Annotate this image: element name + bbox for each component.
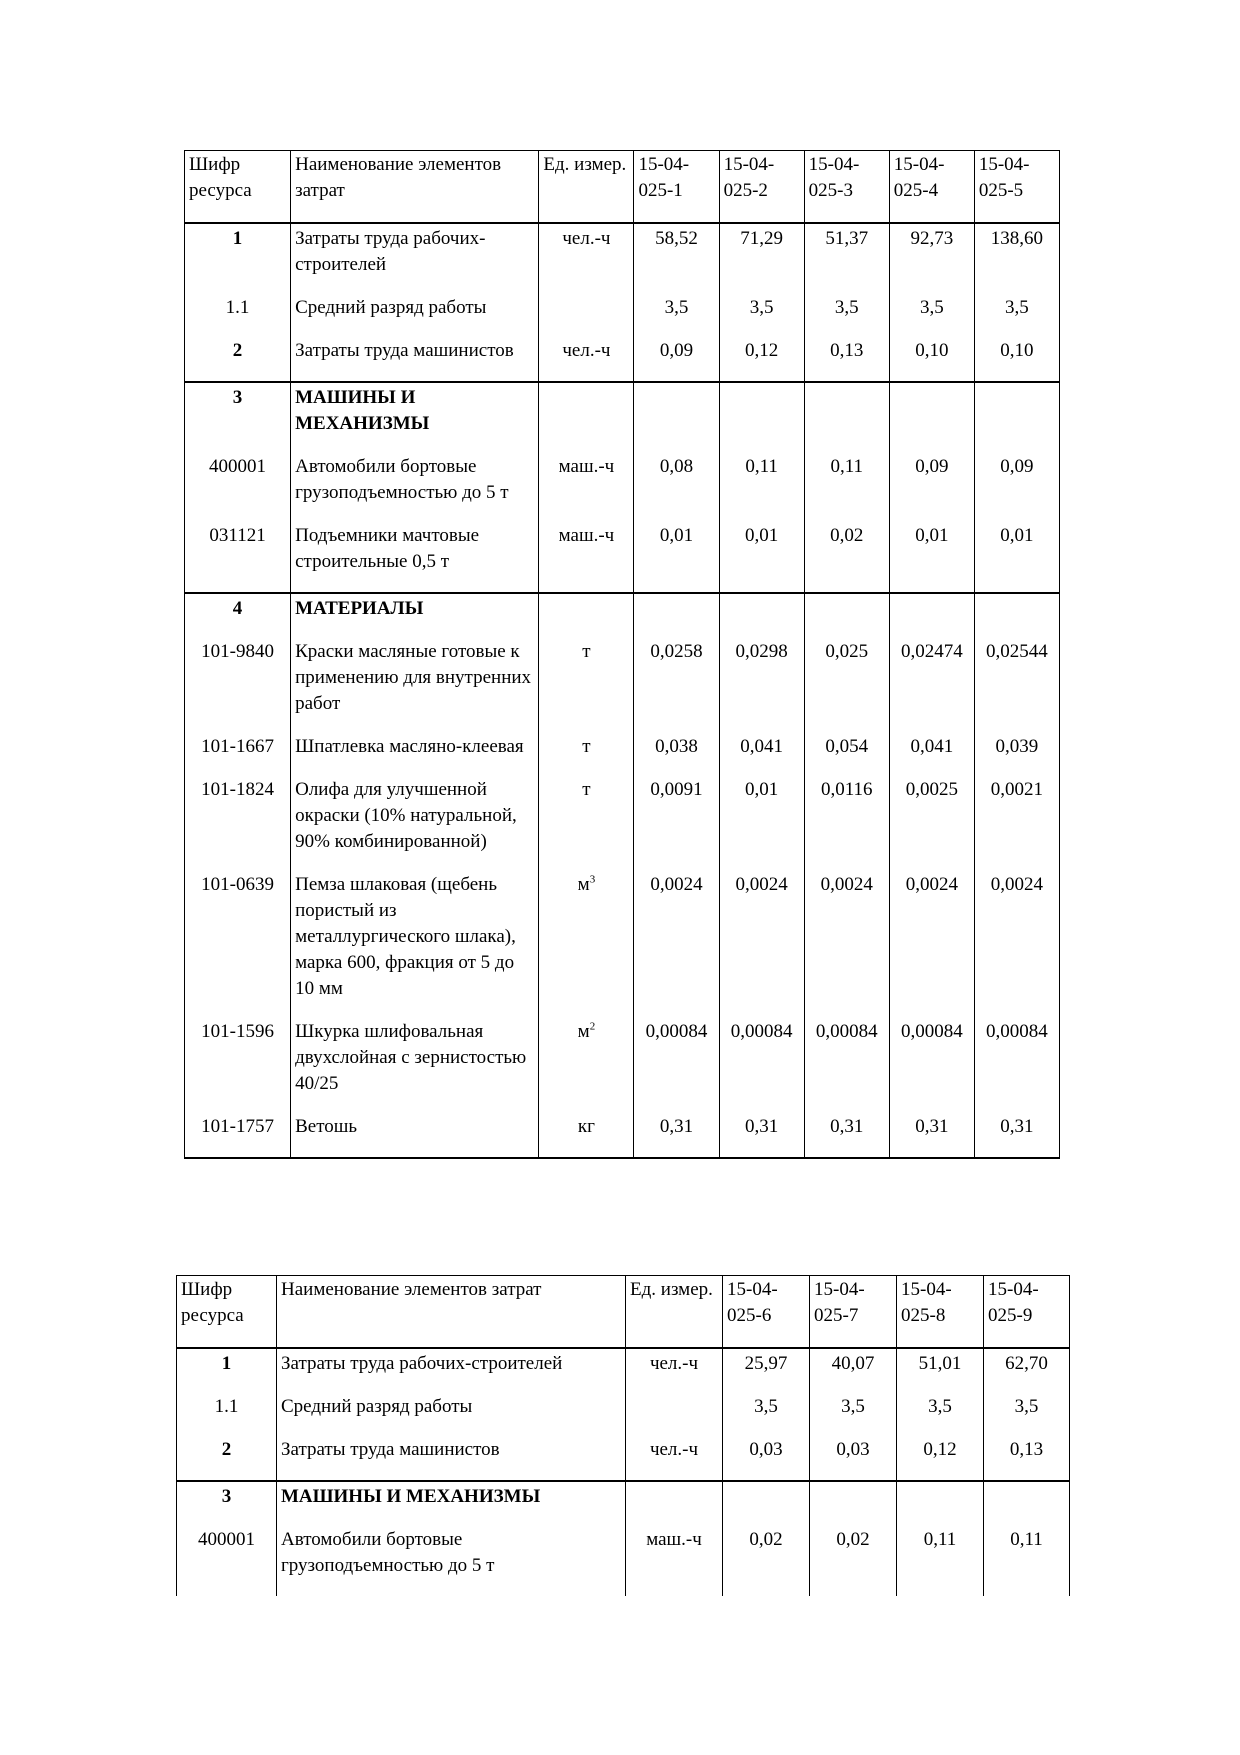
table-row [185, 338, 1060, 382]
value-cell: 0,0024 [889, 872, 974, 1019]
unit-cell [539, 382, 634, 454]
value-cell: 0,054 [804, 734, 889, 777]
value-cell: 0,0258 [634, 639, 719, 734]
value-cell [804, 382, 889, 454]
table-row [185, 734, 1060, 777]
value-cell [889, 593, 974, 639]
value-cell: 0,0024 [719, 872, 804, 1019]
table-row [177, 1348, 1070, 1394]
value-cell: 0,10 [974, 338, 1059, 382]
header-cell: 15-04-025-3 [804, 151, 889, 224]
value-cell: 0,12 [897, 1437, 984, 1481]
value-cell: 0,02 [804, 523, 889, 593]
resource-code: 3 [185, 382, 291, 454]
table-row [185, 454, 1060, 523]
resource-name: Средний разряд работы [291, 295, 539, 338]
value-cell: 0,11 [897, 1527, 984, 1596]
resource-code: 1 [185, 223, 291, 295]
header-cell: 15-04-025-4 [889, 151, 974, 224]
value-cell: 0,09 [974, 454, 1059, 523]
unit-cell: чел.-ч [626, 1348, 723, 1394]
value-cell: 0,08 [634, 454, 719, 523]
resource-name: Ветошь [291, 1114, 539, 1158]
unit-cell [539, 593, 634, 639]
resource-code: 101-1667 [185, 734, 291, 777]
value-cell: 58,52 [634, 223, 719, 295]
resource-code: 1.1 [185, 295, 291, 338]
resource-name: Краски масляные готовые к применению для внутренних работ [291, 639, 539, 734]
value-cell: 0,0091 [634, 777, 719, 872]
value-cell: 51,01 [897, 1348, 984, 1394]
value-cell: 0,025 [804, 639, 889, 734]
value-cell: 0,041 [719, 734, 804, 777]
value-cell: 0,00084 [719, 1019, 804, 1114]
table-row [177, 1481, 1070, 1527]
value-cell [974, 593, 1059, 639]
unit-cell: чел.-ч [539, 338, 634, 382]
unit-cell: чел.-ч [626, 1437, 723, 1481]
value-cell: 0,31 [974, 1114, 1059, 1158]
value-cell: 0,13 [984, 1437, 1070, 1481]
value-cell: 71,29 [719, 223, 804, 295]
value-cell: 3,5 [897, 1394, 984, 1437]
resource-code: 101-0639 [185, 872, 291, 1019]
value-cell [719, 382, 804, 454]
value-cell: 0,039 [974, 734, 1059, 777]
value-cell: 51,37 [804, 223, 889, 295]
value-cell: 3,5 [634, 295, 719, 338]
value-cell: 0,09 [889, 454, 974, 523]
value-cell [634, 593, 719, 639]
unit-cell: чел.-ч [539, 223, 634, 295]
resource-code: 2 [177, 1437, 277, 1481]
value-cell [804, 593, 889, 639]
value-cell: 0,01 [974, 523, 1059, 593]
header-cell: Наименование элементов затрат [291, 151, 539, 224]
value-cell: 3,5 [804, 295, 889, 338]
header-cell: Ед. измер. [626, 1276, 723, 1349]
value-cell: 3,5 [810, 1394, 897, 1437]
resource-name: Автомобили бортовые грузоподъемностью до 5 т [277, 1527, 626, 1596]
value-cell: 0,01 [719, 523, 804, 593]
value-cell: 0,31 [719, 1114, 804, 1158]
value-cell [810, 1481, 897, 1527]
table-row [185, 639, 1060, 734]
value-cell: 0,02 [810, 1527, 897, 1596]
table-row [185, 382, 1060, 454]
resource-code: 400001 [177, 1527, 277, 1596]
resource-name: Затраты труда рабочих-строителей [277, 1348, 626, 1394]
resource-code: 1.1 [177, 1394, 277, 1437]
value-cell [897, 1481, 984, 1527]
header-cell: 15-04-025-2 [719, 151, 804, 224]
table-row [177, 1527, 1070, 1596]
table-header-row [177, 1276, 1070, 1349]
value-cell: 62,70 [984, 1348, 1070, 1394]
resource-table-1 [184, 150, 1060, 1159]
value-cell: 0,02544 [974, 639, 1059, 734]
resource-name: Затраты труда рабочих-строителей [291, 223, 539, 295]
resource-name: Олифа для улучшенной окраски (10% натуральной, 90% комбинированной) [291, 777, 539, 872]
value-cell: 0,02474 [889, 639, 974, 734]
table-row [185, 523, 1060, 593]
table-row [185, 295, 1060, 338]
value-cell: 0,0116 [804, 777, 889, 872]
header-cell: 15-04-025-6 [723, 1276, 810, 1349]
value-cell: 92,73 [889, 223, 974, 295]
value-cell: 0,02 [723, 1527, 810, 1596]
value-cell: 3,5 [719, 295, 804, 338]
value-cell: 0,03 [810, 1437, 897, 1481]
unit-superscript: 2 [589, 1020, 596, 1033]
value-cell: 0,00084 [889, 1019, 974, 1114]
table-row [185, 1114, 1060, 1158]
section-title: МАШИНЫ И МЕХАНИЗМЫ [277, 1481, 626, 1527]
resource-code: 3 [177, 1481, 277, 1527]
header-cell: 15-04-025-1 [634, 151, 719, 224]
table-row [185, 223, 1060, 295]
table-row [177, 1394, 1070, 1437]
value-cell: 0,0021 [974, 777, 1059, 872]
header-cell: Ед. измер. [539, 151, 634, 224]
header-cell: Наименование элементов затрат [277, 1276, 626, 1349]
unit-cell [626, 1481, 723, 1527]
resource-code: 2 [185, 338, 291, 382]
value-cell: 0,31 [804, 1114, 889, 1158]
value-cell [634, 382, 719, 454]
resource-code: 101-1757 [185, 1114, 291, 1158]
table-header-row [185, 151, 1060, 224]
value-cell: 0,00084 [974, 1019, 1059, 1114]
resource-name: Затраты труда машинистов [277, 1437, 626, 1481]
value-cell: 0,0024 [804, 872, 889, 1019]
value-cell: 0,10 [889, 338, 974, 382]
table-row [185, 872, 1060, 1019]
resource-name: Автомобили бортовые грузоподъемностью до 5 т [291, 454, 539, 523]
unit-cell: т [539, 639, 634, 734]
resource-name: Пемза шлаковая (щебень пористый из металлургического шлака), марка 600, фракция от 5 до 10 мм [291, 872, 539, 1019]
value-cell: 3,5 [723, 1394, 810, 1437]
header-cell: 15-04-025-9 [984, 1276, 1070, 1349]
value-cell: 0,0024 [634, 872, 719, 1019]
value-cell: 40,07 [810, 1348, 897, 1394]
resource-code: 400001 [185, 454, 291, 523]
value-cell: 0,11 [984, 1527, 1070, 1596]
table-row [177, 1437, 1070, 1481]
resource-name: Шкурка шлифовальная двухслойная с зернистостью 40/25 [291, 1019, 539, 1114]
header-cell: 15-04-025-8 [897, 1276, 984, 1349]
unit-cell: маш.-ч [626, 1527, 723, 1596]
resource-name: Шпатлевка масляно-клеевая [291, 734, 539, 777]
value-cell: 0,11 [719, 454, 804, 523]
value-cell: 0,00084 [804, 1019, 889, 1114]
header-cell: Шифр ресурса [177, 1276, 277, 1349]
unit-cell: маш.-ч [539, 454, 634, 523]
value-cell: 0,01 [889, 523, 974, 593]
value-cell: 0,01 [719, 777, 804, 872]
value-cell [719, 593, 804, 639]
value-cell: 0,09 [634, 338, 719, 382]
table-row [185, 593, 1060, 639]
resource-code: 031121 [185, 523, 291, 593]
unit-cell [539, 1019, 634, 1114]
header-cell: 15-04-025-7 [810, 1276, 897, 1349]
value-cell [889, 382, 974, 454]
unit-superscript: 3 [589, 873, 596, 886]
value-cell: 0,12 [719, 338, 804, 382]
resource-code: 101-1596 [185, 1019, 291, 1114]
unit-cell: т [539, 734, 634, 777]
unit-cell: т [539, 777, 634, 872]
value-cell: 0,03 [723, 1437, 810, 1481]
table-row [185, 1019, 1060, 1114]
resource-name: Затраты труда машинистов [291, 338, 539, 382]
value-cell: 0,11 [804, 454, 889, 523]
value-cell: 138,60 [974, 223, 1059, 295]
value-cell: 25,97 [723, 1348, 810, 1394]
value-cell [974, 382, 1059, 454]
unit-cell [539, 295, 634, 338]
value-cell: 0,00084 [634, 1019, 719, 1114]
resource-code: 1 [177, 1348, 277, 1394]
unit-cell: маш.-ч [539, 523, 634, 593]
resource-table-2 [176, 1275, 1070, 1596]
value-cell: 0,041 [889, 734, 974, 777]
value-cell: 0,01 [634, 523, 719, 593]
header-cell: 15-04-025-5 [974, 151, 1059, 224]
resource-code: 101-9840 [185, 639, 291, 734]
resource-name: Средний разряд работы [277, 1394, 626, 1437]
value-cell: 0,31 [889, 1114, 974, 1158]
section-title: МАШИНЫ И МЕХАНИЗМЫ [291, 382, 539, 454]
value-cell: 0,0024 [974, 872, 1059, 1019]
value-cell [984, 1481, 1070, 1527]
value-cell: 0,0298 [719, 639, 804, 734]
unit-cell [539, 872, 634, 1019]
unit-text: м [577, 1021, 590, 1042]
section-title: МАТЕРИАЛЫ [291, 593, 539, 639]
value-cell [723, 1481, 810, 1527]
value-cell: 0,0025 [889, 777, 974, 872]
unit-cell [626, 1394, 723, 1437]
resource-name: Подъемники мачтовые строительные 0,5 т [291, 523, 539, 593]
resource-code: 101-1824 [185, 777, 291, 872]
value-cell: 0,13 [804, 338, 889, 382]
value-cell: 0,31 [634, 1114, 719, 1158]
resource-code: 4 [185, 593, 291, 639]
header-cell: Шифр ресурса [185, 151, 291, 224]
value-cell: 3,5 [974, 295, 1059, 338]
value-cell: 3,5 [889, 295, 974, 338]
value-cell: 0,038 [634, 734, 719, 777]
value-cell: 3,5 [984, 1394, 1070, 1437]
table-row [185, 777, 1060, 872]
unit-text: м [577, 874, 590, 895]
unit-cell: кг [539, 1114, 634, 1158]
